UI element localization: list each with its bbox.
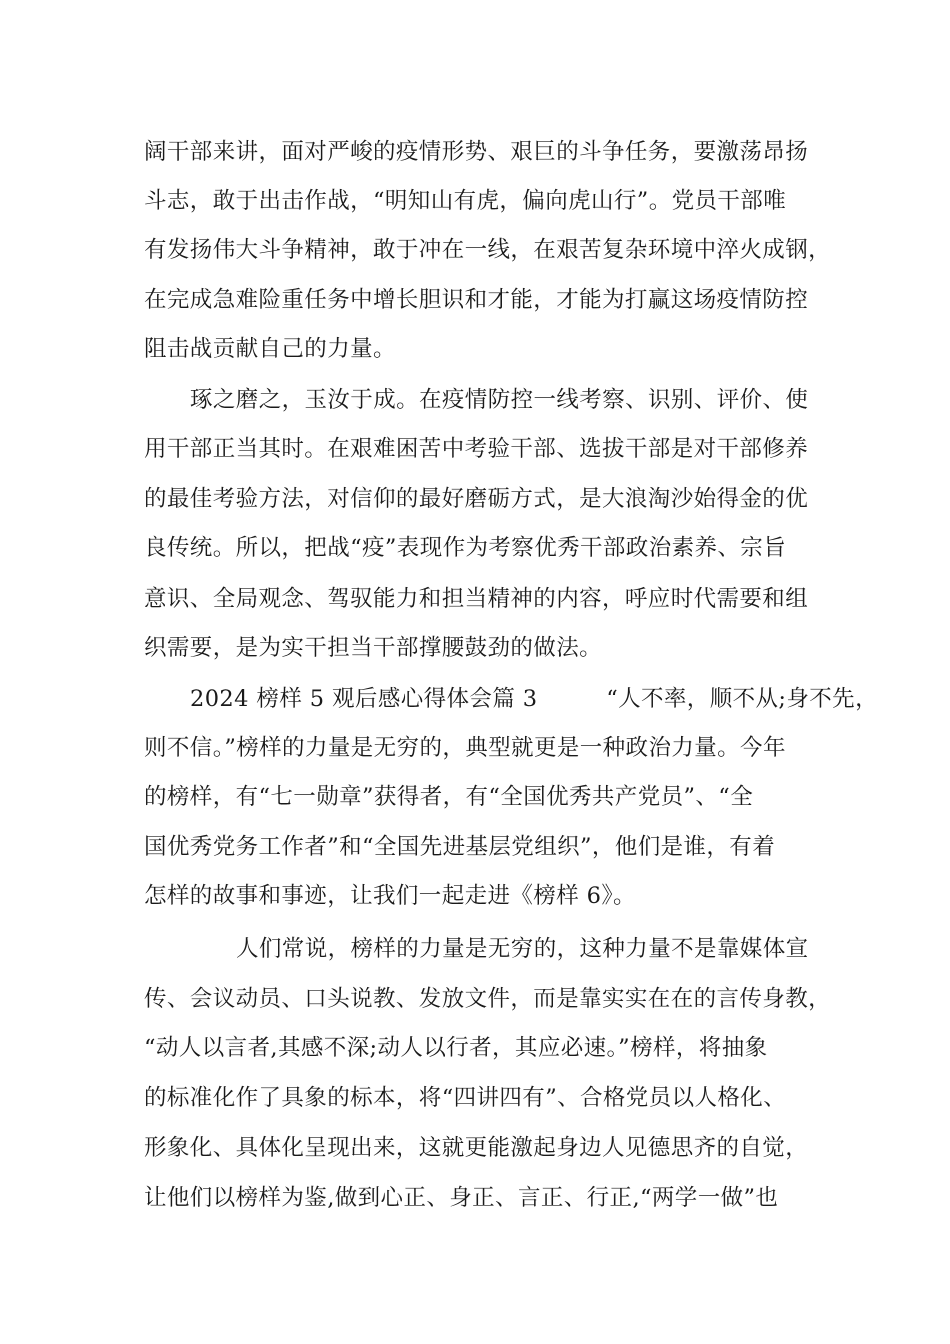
section-heading-line: 2024 榜样 5 观后感心得体会篇 3 “人不率，顺不从;身不先， (190, 686, 878, 712)
text-line: 传、会议动员、口头说教、发放文件，而是靠实实在在的言传身教， (144, 986, 832, 1012)
text-line: “动人以言者,其感不深;动人以行者，其应必速。”榜样，将抽象 (144, 1035, 768, 1061)
text-line: 良传统。所以，把战“疫”表现作为考察优秀干部政治素养、宗旨 (144, 535, 787, 561)
text-line: 织需要，是为实干担当干部撑腰鼓劲的做法。 (144, 635, 603, 661)
text-line: 则不信。”榜样的力量是无穷的，典型就更是一种政治力量。今年 (144, 735, 786, 761)
text-line: 用干部正当其时。在艰难困苦中考验干部、选拔干部是对干部修养 (144, 436, 809, 462)
text-line: 形象化、具体化呈现出来，这就更能激起身边人见德思齐的自觉， (144, 1135, 809, 1161)
text-line: 的榜样，有“七一勋章”获得者，有“全国优秀共产党员”、“全 (144, 784, 754, 810)
paragraph-start-line: 人们常说，榜样的力量是无穷的，这种力量不是靠媒体宣 (236, 936, 809, 962)
text-line: 让他们以榜样为鉴,做到心正、身正、言正、行正,“两学一做”也 (144, 1185, 779, 1211)
text-line: 阻击战贡献自己的力量。 (144, 336, 396, 362)
text-line: 的标准化作了具象的标本，将“四讲四有”、合格党员以人格化、 (144, 1085, 787, 1111)
paragraph-start-line: 琢之磨之，玉汝于成。在疫情防控一线考察、识别、评价、使 (190, 387, 809, 413)
text-line: 国优秀党务工作者”和“全国先进基层党组织”，他们是谁，有着 (144, 834, 776, 860)
text-line: 有发扬伟大斗争精神，敢于冲在一线，在艰苦复杂环境中淬火成钢， (144, 237, 832, 263)
text-line: 的最佳考验方法，对信仰的最好磨砺方式，是大浪淘沙始得金的优 (144, 486, 809, 512)
text-line: 在完成急难险重任务中增长胆识和才能，才能为打赢这场疫情防控 (144, 287, 809, 313)
text-line: 阔干部来讲，面对严峻的疫情形势、艰巨的斗争任务，要激荡昂扬 (144, 139, 809, 165)
text-line: 意识、全局观念、驾驭能力和担当精神的内容，呼应时代需要和组 (144, 586, 809, 612)
text-line: 斗志，敢于出击作战，“明知山有虎，偏向虎山行”。党员干部唯 (144, 188, 787, 214)
text-line: 怎样的故事和事迹，让我们一起走进《榜样 6》。 (144, 883, 636, 909)
